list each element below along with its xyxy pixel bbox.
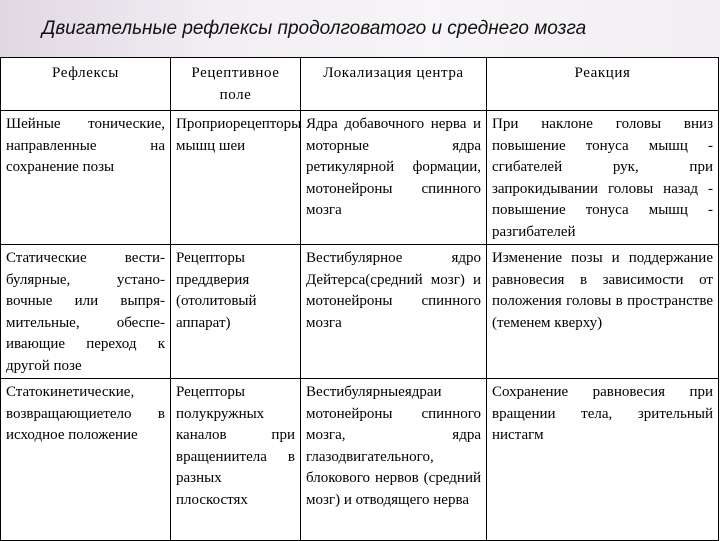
cell-reaction: Изменение позы и поддержание равновесия в зависимости от положения головы в пространстве (теменем кверху) (487, 245, 719, 379)
slide-title: Двигательные рефлексы продолговатого и среднего мозга (42, 18, 587, 39)
cell-reaction: При наклоне головы вниз повышение тонуса мышц - сгибателей рук, при запрокидывании головы назад - повышение тонуса мышц - разгибателей (487, 111, 719, 245)
cell-center: Вестибулярныеядраи мотонейроны спинного мозга, ядра глазодвигательного, блокового нервов (средний мозг) и отводящего нерва (301, 379, 487, 541)
cell-reaction: Сохранение равновесия при вращении тела, зрительный нистагм (487, 379, 719, 541)
reflex-table (0, 57, 719, 541)
cell-reflex: Шейные тонические, направленные на сохранение позы (1, 111, 171, 245)
cell-receptive-field: Рецепторы полукружных каналов при вращениитела в разных плоскостях (171, 379, 301, 541)
table-row (1, 245, 719, 379)
table-row (1, 379, 719, 541)
header-center-location: Локализация центра (301, 58, 487, 111)
header-receptive-field: Рецептивное поле (171, 58, 301, 111)
cell-reflex: Статокинетические, возвращающиетело в исходное положение (1, 379, 171, 541)
cell-receptive-field: Проприорецепторы мышц шеи (171, 111, 301, 245)
cell-center: Ядра добавочного нерва и моторные ядра ретикулярной формации, мотонейроны спинного мозга (301, 111, 487, 245)
cell-receptive-field: Рецепторы преддверия (отолитовый аппарат) (171, 245, 301, 379)
header-reaction: Реакция (487, 58, 719, 111)
cell-reflex: Статические вести-булярные, устано-вочные или выпря-мительные, обеспе-ивающие переход к другой позе (1, 245, 171, 379)
cell-center: Вестибулярное ядро Дейтерса(средний мозг) и мотонейроны спинного мозга (301, 245, 487, 379)
table-header-row (1, 58, 719, 111)
header-reflexes: Рефлексы (1, 58, 171, 111)
table-row (1, 111, 719, 245)
